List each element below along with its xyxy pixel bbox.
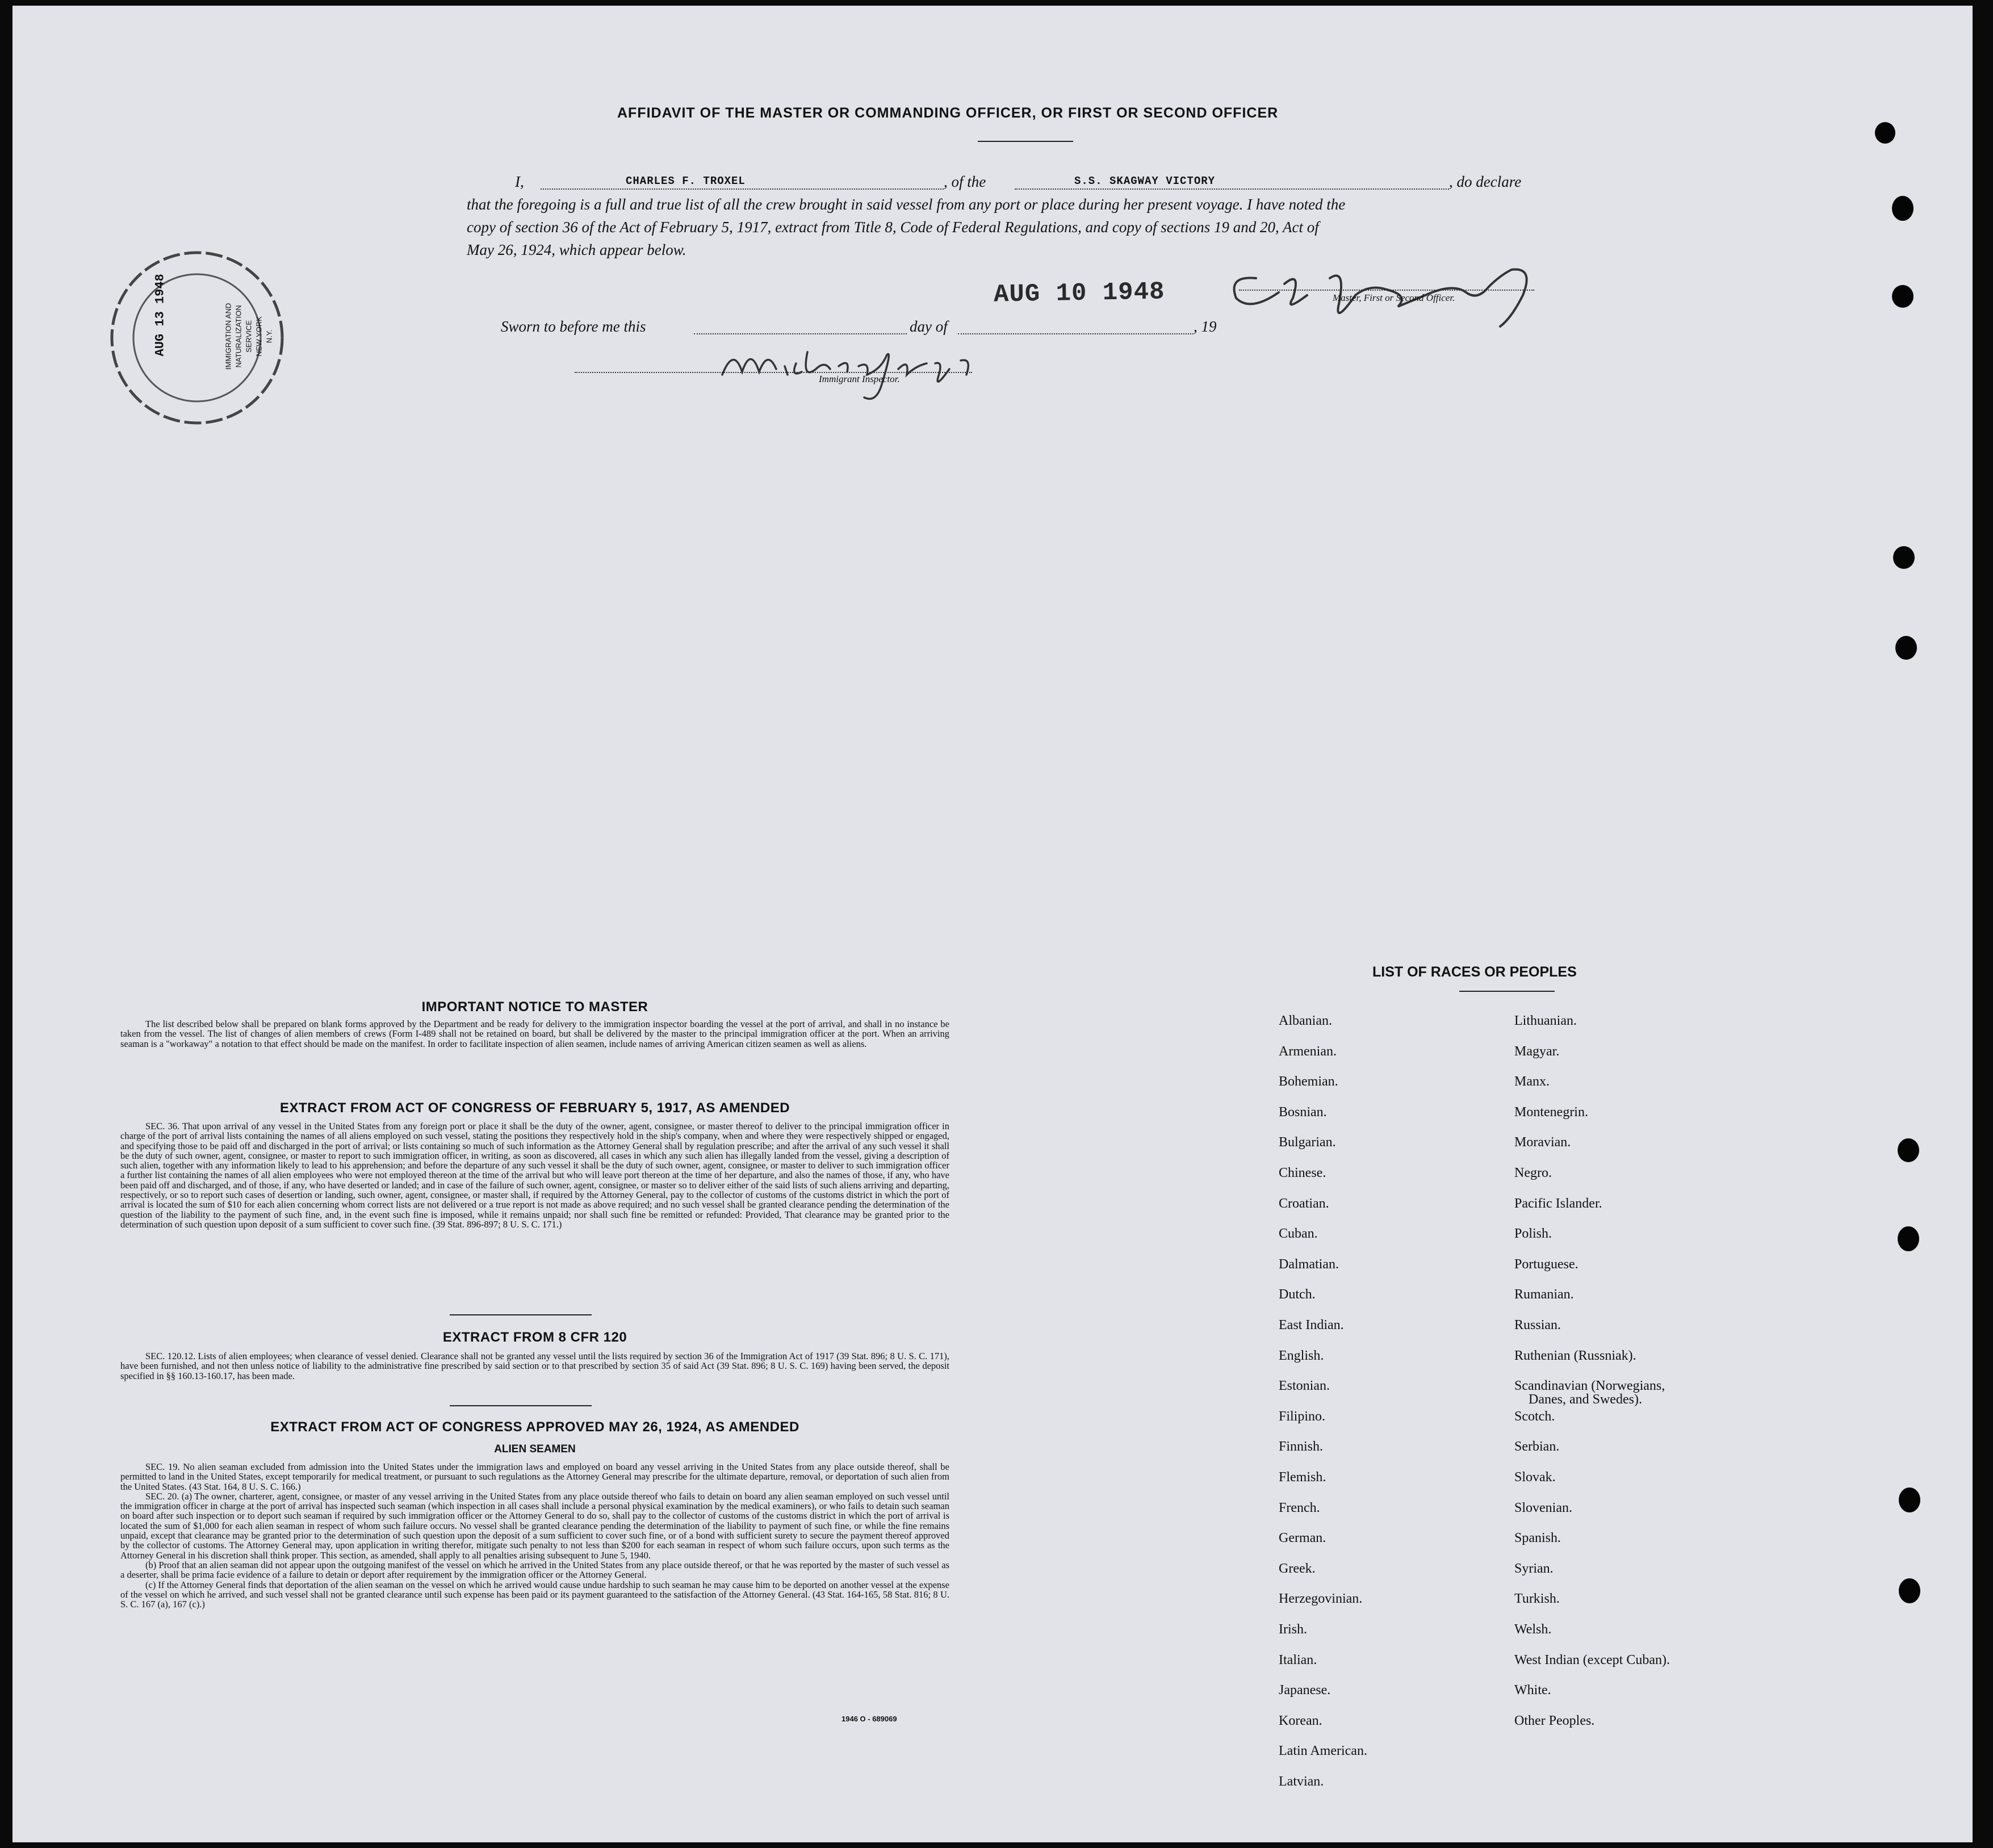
punch-hole	[1892, 285, 1914, 308]
race-item: Welsh.	[1514, 1622, 1552, 1637]
race-item: Albanian.	[1279, 1013, 1332, 1028]
race-item: Negro.	[1514, 1166, 1552, 1180]
document-page	[12, 6, 1973, 1842]
race-item: Chinese.	[1279, 1166, 1326, 1180]
race-item: Magyar.	[1514, 1044, 1560, 1059]
extract-1924-para-4: (c) If the Attorney General finds that deportation of the alien seaman on the vessel on which he arrived would cause undue hardship to such seaman he may cause him to be deported on another vessel at the expense of the vessel on which he arrived, and such vessel shall not be granted clearance until such expense has been paid or its payment guaranteed to the satisfaction of the Attorney General. (43 Stat. 164-165, 58 Stat. 816; 8 U. S. C. 167 (a), 167 (c).)	[120, 1579, 949, 1610]
extract-1917-body	[120, 1121, 949, 1229]
race-item: Other Peoples.	[1514, 1713, 1595, 1728]
master-name-line	[541, 188, 944, 190]
declaration-line-4: May 26, 1924, which appear below.	[467, 241, 686, 258]
punch-hole	[1898, 1138, 1919, 1162]
race-item: Syrian.	[1514, 1561, 1554, 1576]
punch-hole	[1892, 196, 1914, 221]
vessel-name-line	[1015, 188, 1449, 190]
extract-1924-body	[120, 1462, 949, 1609]
race-item: Estonian.	[1279, 1378, 1330, 1394]
stamp-text-5: N.Y.	[265, 329, 274, 343]
affidavit-title: AFFIDAVIT OF THE MASTER OR COMMANDING OFFICER, OR FIRST OR SECOND OFFICER	[617, 105, 1279, 121]
inspector-caption: Immigrant Inspector.	[819, 374, 900, 384]
race-item: Italian.	[1279, 1652, 1317, 1667]
race-item: Polish.	[1514, 1226, 1552, 1242]
declaration-line-3: copy of section 36 of the Act of February 5, 1917, extract from Title 8, Code of Federal Regulations, and copy of sections 19 and 20, Act of	[467, 219, 1319, 236]
race-item: Bosnian.	[1279, 1104, 1327, 1120]
section-divider-1	[450, 1314, 592, 1315]
sworn-day-line	[694, 333, 907, 334]
notice-paragraph: The list described below shall be prepared on blank forms approved by the Department and be ready for delivery to the immigration inspector boarding the vessel at the port of arrival, and shall in no instance be taken from the vessel. The list of changes of alien members of crews (Form I-489 shall not be retained on board, but shall be delivered by the master to the principal immigration officer at the port. When an arriving seaman is a "workaway" a notation to that effect should be made on the manifest. In order to facilitate inspection of alien seamen, include names of arriving American citizen seamen as well as aliens.	[120, 1019, 949, 1049]
race-item: Turkish.	[1514, 1591, 1560, 1607]
sworn-label: Sworn to before me this	[501, 318, 646, 335]
i-label: I,	[515, 173, 524, 190]
race-item: Finnish.	[1279, 1439, 1324, 1455]
extract-cfr-paragraph: SEC. 120.12. Lists of alien employees; when clearance of vessel denied. Clearance shall not be granted any vessel until the lists required by section 36 of the Immigration Act of 1917 (39 Stat. 896; 8 U. S. C. 171), have been furnished, and not then unless notice of liability to the administrative fine prescribed by said section or to that prescribed by section 35 of said Act (39 Stat. 896; 8 U. S. C. 169) having been served, the deposit specified in §§ 160.13-160.17, has been made.	[120, 1351, 949, 1381]
race-item: Bohemian.	[1279, 1074, 1338, 1089]
inspector-signature-line	[575, 372, 972, 373]
race-item: Filipino.	[1279, 1409, 1326, 1424]
of-the-label: , of the	[944, 173, 986, 190]
race-item: Montenegrin.	[1514, 1104, 1588, 1120]
round-immigration-stamp	[106, 247, 288, 429]
race-item: Lithuanian.	[1514, 1013, 1577, 1028]
race-item: German.	[1279, 1531, 1326, 1546]
race-item: Moravian.	[1514, 1135, 1571, 1150]
extract-1924-para-2: SEC. 20. (a) The owner, charterer, agent, consignee, or master of any vessel arriving in the United States from any place outside thereof who fails to detain on board any alien seaman employed on such vessel until the immigration officer in charge at the port of arrival has inspected such seaman (which inspection in all cases shall include a personal physical examination by the medical examiners), or who fails to detain such seaman on board after such inspection or to deport such seaman if required by such immigration officer or the Attorney General to do so, shall pay to the collector of customs of the customs district in which the port of arrival is located the sum of $1,000 for each alien seaman in respect of whom such failure occurs. No vessel shall be granted clearance pending the determination of the liability to payment of such fine, or while the fine remains unpaid, except that clearance may be granted prior to the determination of such question upon the deposit of a sum sufficient to cover such fine, or of a bond with sufficient surety to secure the payment thereof approved by the collector of customs. The Attorney General may, upon application in writing therefor, mitigate such penalty to not less than $200 for each seaman in respect of whom such failure occurs, upon such terms as the Attorney General in his discretion shall think proper. This section, as amended, shall apply to all penalties arising subsequent to June 5, 1940.	[120, 1490, 949, 1561]
race-item: Irish.	[1279, 1622, 1307, 1637]
race-item: Croatian.	[1279, 1196, 1329, 1211]
master-signature	[1216, 244, 1568, 329]
extract-1924-para-1: SEC. 19. No alien seaman excluded from admission into the United States under the immigration laws and employed on board any vessel arriving in the United States from any place outside thereof, shall be permitted to land in the United States, except temporarily for medical treatment, or pursuant to such regulations as the Attorney General may prescribe for the ultimate departure, removal, or deportation of such alien from the United States. (43 Stat. 164, 8 U. S. C. 166.)	[120, 1461, 949, 1492]
stamp-text-3: SERVICE	[244, 320, 253, 353]
stamp-text-2: NATURALIZATION	[234, 305, 243, 368]
race-item: White.	[1514, 1683, 1551, 1698]
punch-hole	[1893, 546, 1915, 569]
race-item: Scandinavian (Norwegians,	[1514, 1378, 1665, 1394]
race-item: Russian.	[1514, 1318, 1561, 1332]
race-item: Manx.	[1514, 1074, 1550, 1089]
notice-heading: IMPORTANT NOTICE TO MASTER	[421, 999, 648, 1015]
race-item: Ruthenian (Russniak).	[1514, 1348, 1636, 1363]
races-heading: LIST OF RACES OR PEOPLES	[1372, 964, 1577, 980]
race-item: Spanish.	[1514, 1531, 1561, 1546]
day-of-label: day of	[910, 318, 948, 335]
title-underline	[978, 141, 1073, 142]
race-item: English.	[1279, 1348, 1324, 1363]
race-item: Herzegovinian.	[1279, 1591, 1363, 1607]
master-caption: Master, First or Second Officer.	[1333, 292, 1455, 303]
race-item: Korean.	[1279, 1713, 1322, 1728]
race-item: Cuban.	[1279, 1226, 1318, 1242]
race-item: East Indian.	[1279, 1318, 1344, 1332]
race-item: Rumanian.	[1514, 1287, 1574, 1302]
master-signature-line	[1239, 290, 1534, 291]
year-prefix: , 19	[1194, 318, 1217, 335]
race-item: Japanese.	[1279, 1683, 1331, 1698]
extract-1924-heading: EXTRACT FROM ACT OF CONGRESS APPROVED MAY 26, 1924, AS AMENDED	[270, 1419, 799, 1435]
race-item: Dutch.	[1279, 1287, 1316, 1302]
race-item: Greek.	[1279, 1561, 1316, 1576]
race-item: West Indian (except Cuban).	[1514, 1652, 1670, 1667]
section-divider-2	[450, 1405, 592, 1406]
race-item: Latvian.	[1279, 1774, 1324, 1789]
extract-cfr-heading: EXTRACT FROM 8 CFR 120	[442, 1330, 627, 1345]
race-item: French.	[1279, 1500, 1320, 1515]
punch-hole	[1895, 636, 1917, 660]
race-item: Bulgarian.	[1279, 1135, 1336, 1150]
punch-hole	[1899, 1487, 1920, 1512]
extract-cfr-body	[120, 1351, 949, 1381]
race-item: Scotch.	[1514, 1409, 1555, 1424]
races-underline	[1459, 991, 1555, 992]
do-declare-label: , do declare	[1449, 173, 1522, 190]
sworn-month-line	[958, 333, 1194, 334]
punch-hole	[1875, 122, 1895, 144]
print-code: 1946 O - 689069	[841, 1715, 897, 1723]
race-item: Slovak.	[1514, 1470, 1556, 1485]
race-item: Portuguese.	[1514, 1256, 1579, 1272]
vessel-name: S.S. SKAGWAY VICTORY	[1074, 175, 1216, 187]
race-item: Flemish.	[1279, 1470, 1326, 1485]
race-item: Latin American.	[1279, 1744, 1367, 1759]
race-item: Dalmatian.	[1279, 1256, 1339, 1272]
stamp-text-1: IMMIGRATION AND	[224, 303, 233, 370]
date-stamp: AUG 10 1948	[993, 278, 1165, 309]
race-item: Slovenian.	[1514, 1500, 1572, 1515]
stamp-date-text: AUG 13 1948	[153, 274, 168, 357]
race-item: Serbian.	[1514, 1439, 1560, 1455]
stamp-text-4: NEW YORK	[254, 316, 263, 357]
alien-seamen-subheading: ALIEN SEAMEN	[494, 1443, 576, 1455]
extract-1917-heading: EXTRACT FROM ACT OF CONGRESS OF FEBRUARY 5, 1917, AS AMENDED	[279, 1100, 790, 1116]
race-item: Armenian.	[1279, 1044, 1337, 1059]
punch-hole	[1898, 1226, 1919, 1251]
declaration-line-2: that the foregoing is a full and true list of all the crew brought in said vessel from any port or place during her present voyage. I have noted the	[467, 196, 1346, 213]
race-item: Pacific Islander.	[1514, 1196, 1602, 1211]
master-name: CHARLES F. TROXEL	[626, 175, 746, 187]
race-item: Danes, and Swedes).	[1529, 1392, 1642, 1407]
extract-1924-para-3: (b) Proof that an alien seaman did not appear upon the outgoing manifest of the vessel on which he arrived in the United States from any place outside thereof, or that he was reported by the master of such vessel as a deserter, shall be prima facie evidence of a failure to detain or deport after requirement by the immigration officer or the Attorney General.	[120, 1559, 949, 1581]
punch-hole	[1899, 1578, 1920, 1603]
notice-body	[120, 1019, 949, 1049]
extract-1917-paragraph: SEC. 36. That upon arrival of any vessel in the United States from any foreign port or place it shall be the duty of the owner, agent, consignee, or master thereof to deliver to the principal immigration officer in charge of the port of arrival lists containing the names of all aliens employed on such vessel, stating the positions they respectively hold in the ship's company, when and where they were respectively shipped or engaged, and specifying those to be paid off and discharged in the port of arrival; or lists containing so much of such information as the Attorney General shall by regulation prescribe; and after the arrival of any such vessel it shall be the duty of such owner, agent, consignee, or master to report to such immigration officer, in writing, as soon as discovered, all cases in which any such alien has illegally landed from the vessel, giving a description of such alien, together with any information likely to lead to his apprehension; and before the departure of any such vessel it shall be the duty of such owner, agent, consignee, or master to deliver to such immigration officer a further list containing the names of all alien employees who were not employed thereon at the time of the arrival but who will leave port thereon at the time of her departure, and also the names of those, if any, who have been paid off and discharged, and of those, if any, who have deserted or landed; and in case of the failure of such owner, agent, consignee, or master so to deliver either of the said lists of such aliens arriving and departing, respectively, or so to report such cases of desertion or landing, such owner, agent, consignee, or master shall, if required by the Attorney General, pay to the collector of customs of the customs district in which the port of arrival is located the sum of $10 for each alien concerning whom correct lists are not delivered or a true report is not made as above required; and no such vessel shall be granted clearance pending the determination of the question of the liability to the payment of such fine, and, in the event such fine is imposed, while it remains unpaid; nor shall such fine be remitted or refunded: Provided, That clearance may be granted prior to the determination of such question upon deposit of a sum sufficient to cover such fine. (39 Stat. 896-897; 8 U. S. C. 171.)	[120, 1121, 949, 1230]
